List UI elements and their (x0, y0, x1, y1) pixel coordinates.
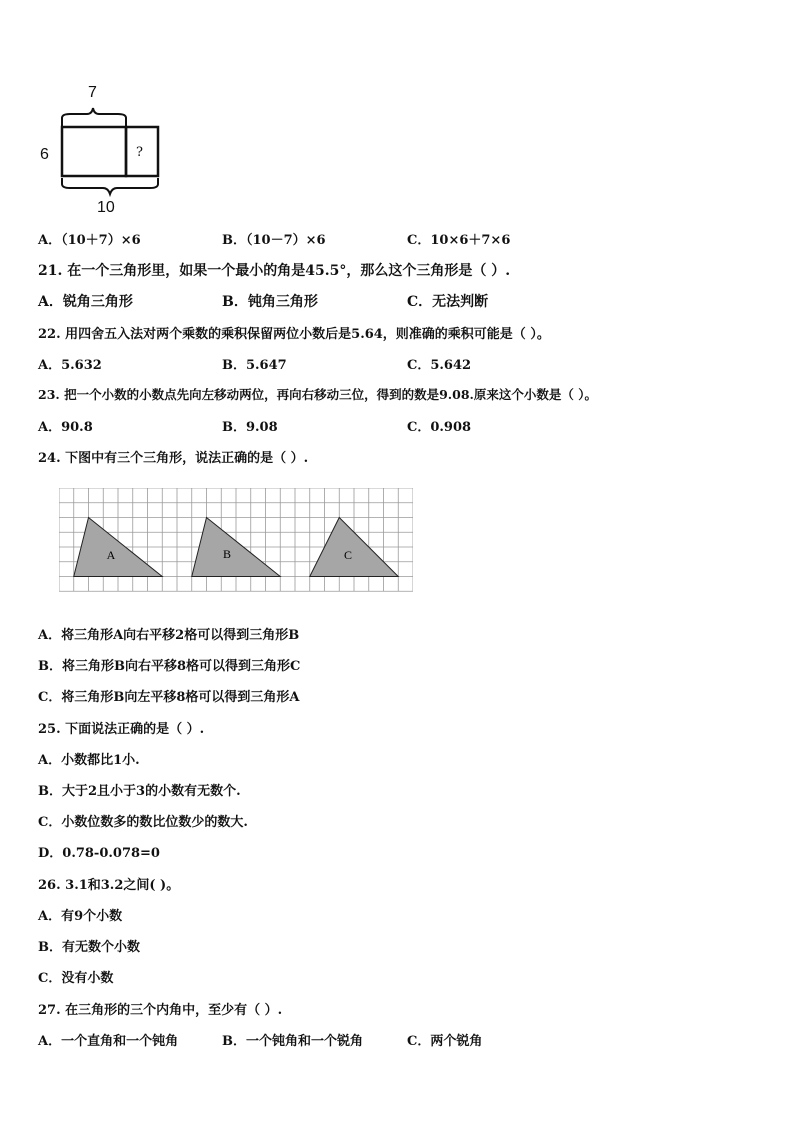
triangle-grid-figure (59, 488, 413, 593)
q20-option-a[interactable]: A．（10＋7）×6 (38, 233, 141, 248)
q20-option-b[interactable]: B．（10－7）×6 (222, 233, 326, 248)
q24-option-a[interactable]: A．将三角形A向右平移2格可以得到三角形B (38, 628, 300, 643)
triangle-label-b: B (222, 547, 232, 561)
q22-option-c[interactable]: C．5.642 (407, 358, 472, 373)
q24-option-b[interactable]: B．将三角形B向右平移8格可以得到三角形C (38, 659, 301, 674)
bottom-brace (62, 178, 158, 194)
q23-option-c[interactable]: C．0.908 (407, 420, 472, 435)
q23-option-b[interactable]: B．9.08 (222, 420, 278, 435)
q27-option-c[interactable]: C．两个锐角 (407, 1034, 483, 1049)
triangle-label-c: C (343, 548, 353, 562)
label-top: 7 (88, 84, 97, 101)
top-brace (62, 108, 126, 126)
q20-option-c[interactable]: C．10×6＋7×6 (407, 233, 511, 248)
q27-option-b[interactable]: B．一个钝角和一个锐角 (222, 1034, 363, 1049)
q25-text: 25. 下面说法正确的是（ ）. (38, 722, 205, 737)
q25-option-d[interactable]: D．0.78-0.078=0 (38, 846, 160, 861)
large-rectangle (62, 127, 126, 176)
q24-option-c[interactable]: C．将三角形B向左平移8格可以得到三角形A (38, 690, 300, 705)
q21-text: 21. 在一个三角形里，如果一个最小的角是45.5°，那么这个三角形是（ ）. (38, 263, 511, 279)
q24-text: 24. 下图中有三个三角形，说法正确的是（ ）. (38, 451, 309, 466)
q26-option-a[interactable]: A．有9个小数 (38, 909, 123, 924)
q25-option-a[interactable]: A．小数都比1小. (38, 753, 140, 768)
q25-option-b[interactable]: B．大于2且小于3的小数有无数个. (38, 784, 241, 799)
q27-option-a[interactable]: A．一个直角和一个钝角 (38, 1034, 179, 1049)
triangle-label-a: A (106, 548, 116, 562)
label-left: 6 (40, 146, 49, 163)
q25-option-c[interactable]: C．小数位数多的数比位数少的数大. (38, 815, 248, 830)
q27-text: 27. 在三角形的三个内角中，至少有（ ）. (38, 1003, 283, 1018)
q23-option-a[interactable]: A．90.8 (38, 420, 93, 435)
q26-option-c[interactable]: C．没有小数 (38, 971, 114, 986)
q22-option-b[interactable]: B．5.647 (222, 358, 287, 373)
q21-option-b[interactable]: B．钝角三角形 (222, 294, 318, 310)
q26-option-b[interactable]: B．有无数个小数 (38, 940, 140, 955)
q23-text: 23. 把一个小数的小数点先向左移动两位，再向右移动三位，得到的数是9.08.原来这个小数是（ ）。 (38, 387, 597, 402)
q26-text: 26. 3.1和3.2之间( )。 (38, 878, 180, 893)
q21-option-a[interactable]: A．锐角三角形 (38, 294, 133, 310)
q21-option-c[interactable]: C．无法判断 (407, 294, 489, 310)
label-bottom: 10 (97, 199, 115, 216)
q22-text: 22. 用四舍五入法对两个乘数的乘积保留两位小数后是5.64，则准确的乘积可能是（ ）。 (38, 327, 550, 342)
label-question-mark: ? (136, 145, 143, 160)
q22-option-a[interactable]: A．5.632 (38, 358, 102, 373)
